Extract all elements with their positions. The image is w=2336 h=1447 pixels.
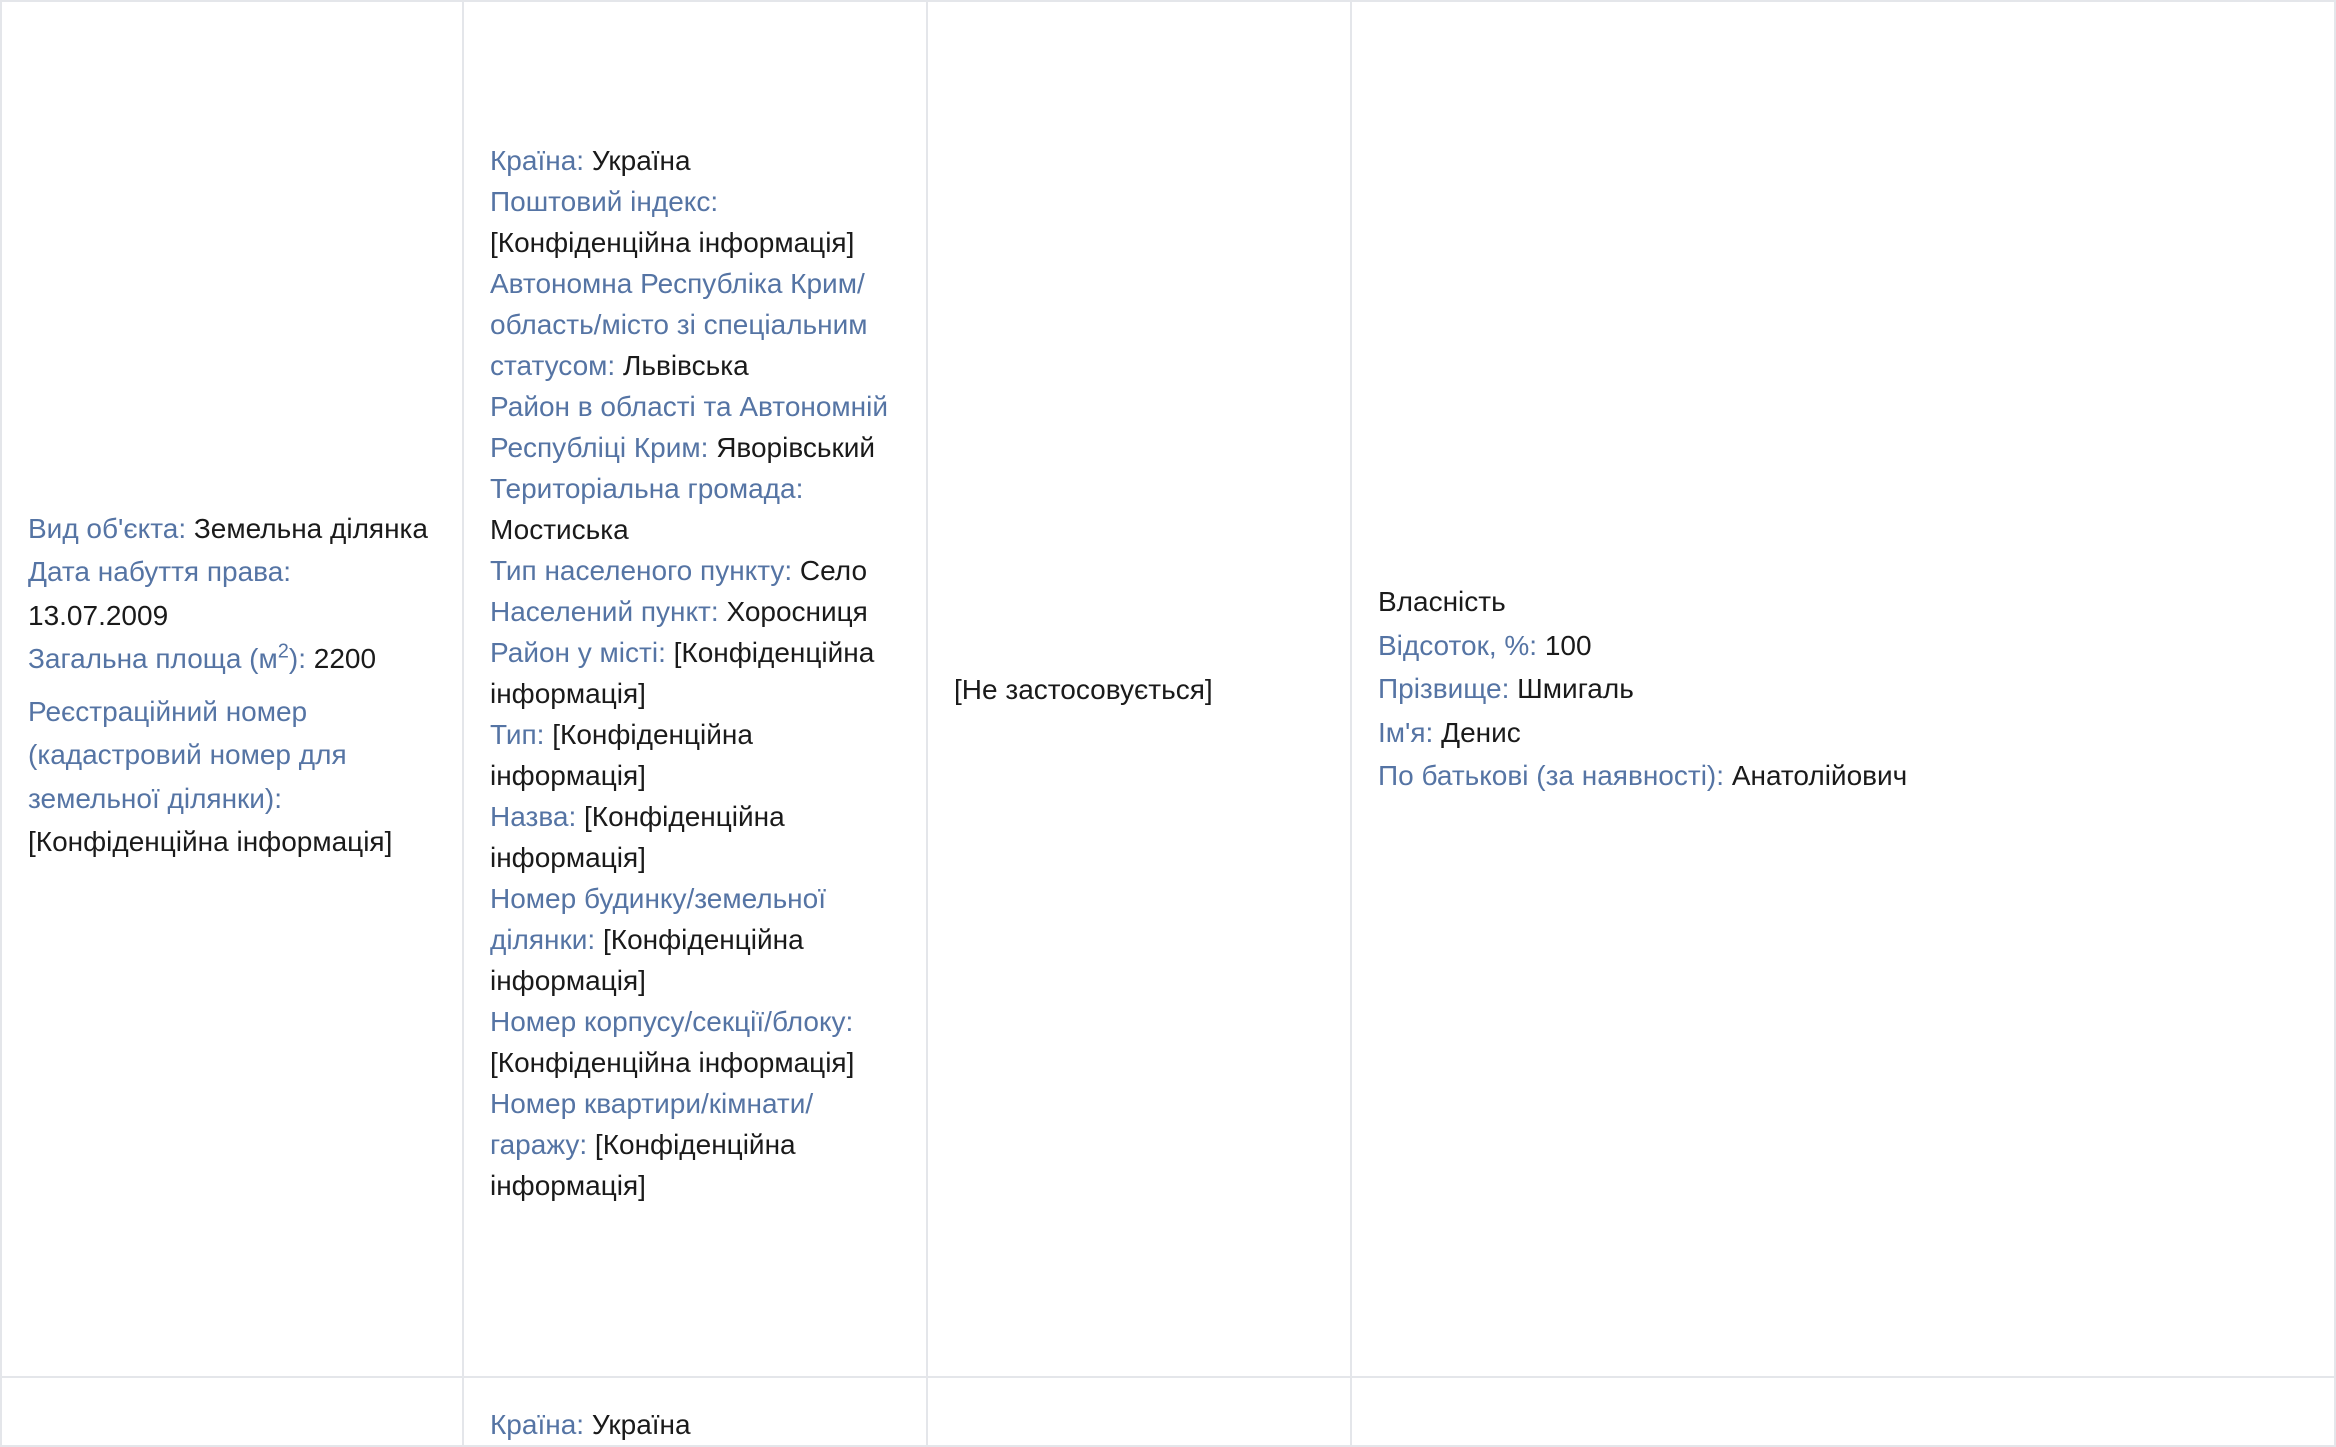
region-field	[490, 263, 900, 386]
rights-cell	[1351, 1, 2335, 1377]
house-number-label: Номер будинку/земельної ділянки:	[490, 883, 826, 955]
street-type-field	[490, 714, 900, 796]
street-type-value: [Конфіденційна інформація]	[490, 719, 753, 791]
owner-surname-value: Шмигаль	[1517, 673, 1634, 705]
object-type-value: Земельна ділянка	[193, 512, 428, 544]
owner-patronymic-label: По батькові (за наявності):	[1378, 760, 1725, 792]
country-value: Україна	[591, 145, 691, 176]
postal-code-field	[490, 181, 900, 263]
registration-number-field	[28, 690, 436, 864]
acquisition-date-label: Дата набуття права:	[28, 556, 292, 587]
apartment-number-label: Номер квартири/кімнати/гаражу:	[490, 1088, 814, 1160]
settlement-value: Хоросниця	[726, 596, 868, 627]
settlement-field	[490, 591, 900, 632]
total-area-label: Загальна площа $(м^2)$:	[28, 640, 306, 674]
building-number-label: Номер корпусу/секції/блоку:	[490, 1006, 854, 1037]
registration-number-label: Реєстраційний номер (кадастровий номер для земельної ділянки):	[28, 695, 347, 814]
table-row	[1, 1, 2335, 1377]
house-number-field	[490, 878, 900, 1001]
acquisition-date-field	[28, 550, 436, 637]
address-cell	[463, 1377, 927, 1446]
region-value: Львівська	[623, 350, 749, 381]
total-area-field	[28, 637, 436, 681]
settlement-type-value: Село	[799, 555, 868, 586]
apartment-number-field	[490, 1083, 900, 1206]
address-cell	[463, 1, 927, 1377]
owner-name-field	[1378, 711, 2308, 755]
area-unit-superscript: 2	[277, 640, 289, 663]
settlement-type-field	[490, 550, 900, 591]
country-label: Країна:	[490, 145, 585, 176]
postal-code-label: Поштовий індекс:	[490, 186, 719, 217]
community-label: Територіальна громада:	[490, 473, 804, 504]
apartment-number-value: [Конфіденційна інформація]	[490, 1129, 796, 1201]
building-number-field	[490, 1001, 900, 1083]
community-field	[490, 468, 900, 550]
country-value: Україна	[591, 1409, 691, 1440]
postal-code-value: [Конфіденційна інформація]	[490, 227, 855, 258]
object-cell	[1, 1377, 463, 1446]
share-percent-field	[1378, 624, 2308, 668]
rights-cell	[1351, 1377, 2335, 1446]
share-percent-value: 100	[1544, 629, 1592, 661]
total-area-value: 2200	[313, 643, 377, 674]
owner-patronymic-value: Анатолійович	[1731, 760, 1908, 792]
settlement-label: Населений пункт:	[490, 596, 719, 627]
right-type-value: Власність	[1378, 586, 1506, 618]
street-name-label: Назва:	[490, 801, 577, 832]
right-type-field	[1378, 580, 2308, 624]
acquisition-date-value: 13.07.2009	[28, 599, 169, 631]
owner-surname-field	[1378, 667, 2308, 711]
share-percent-label: Відсоток, %:	[1378, 629, 1538, 661]
community-value: Мостиська	[490, 514, 629, 545]
cost-value: [Не застосовується]	[954, 673, 1213, 705]
cost-cell	[927, 1377, 1351, 1446]
table-row	[1, 1377, 2335, 1446]
object-cell	[1, 1, 463, 1377]
building-number-value: [Конфіденційна інформація]	[490, 1047, 855, 1078]
cost-cell	[927, 1, 1351, 1377]
street-type-label: Тип:	[490, 719, 545, 750]
object-type-label: Вид об'єкта:	[28, 512, 187, 544]
city-district-value: [Конфіденційна інформація]	[490, 637, 875, 709]
registration-number-value: [Конфіденційна інформація]	[28, 826, 393, 857]
house-number-value: [Конфіденційна інформація]	[490, 924, 804, 996]
district-field	[490, 386, 900, 468]
district-label: Район в області та Автономній Республіці Крим:	[490, 391, 889, 463]
country-label: Країна:	[490, 1409, 585, 1440]
region-label: Автономна Республіка Крим/область/місто зі спеціальним статусом:	[490, 268, 868, 381]
owner-patronymic-field	[1378, 754, 2308, 798]
city-district-label: Район у місті:	[490, 637, 666, 668]
owner-name-label: Ім'я:	[1378, 716, 1434, 748]
owner-name-value: Денис	[1441, 716, 1521, 748]
street-name-value: [Конфіденційна інформація]	[490, 801, 785, 873]
city-district-field	[490, 632, 900, 714]
country-field	[490, 140, 900, 181]
object-type-field	[28, 507, 436, 551]
owner-surname-label: Прізвище:	[1378, 673, 1510, 705]
street-name-field	[490, 796, 900, 878]
settlement-type-label: Тип населеного пункту:	[490, 555, 793, 586]
district-value: Яворівський	[716, 432, 876, 463]
